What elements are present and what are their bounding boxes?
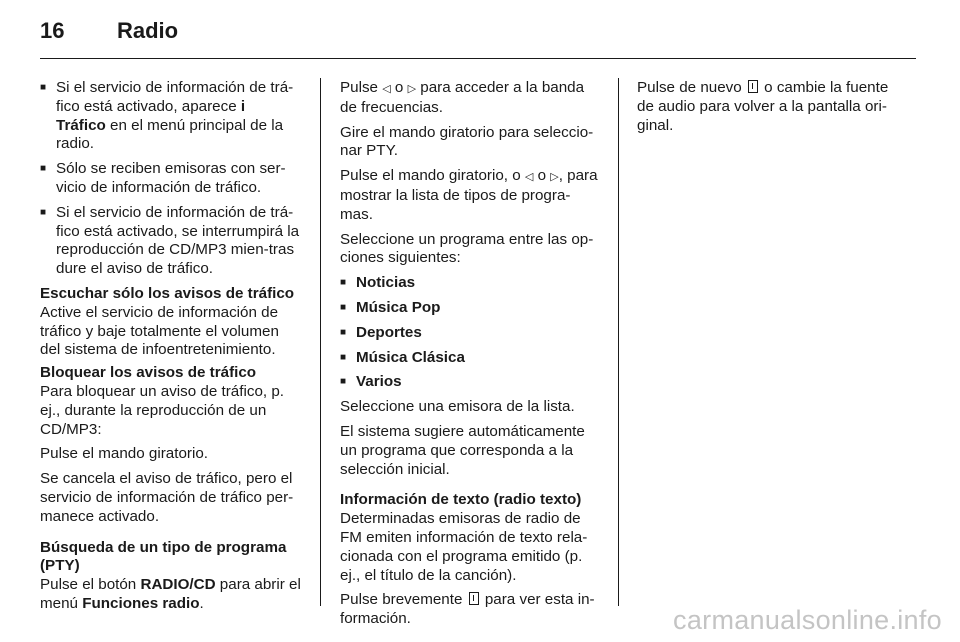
- option-item: ■ Deportes: [340, 324, 602, 343]
- section-heading: Búsqueda de un tipo de programa (PTY): [40, 538, 287, 575]
- paragraph: Pulse el botón RADIO/CD para abrir el menú Funciones radio.: [40, 576, 301, 612]
- info-button-icon: [748, 80, 758, 93]
- right-arrow-icon: ▷: [407, 83, 417, 95]
- page-title: Radio: [117, 18, 179, 43]
- bullet-item: ■ Si el servicio de información de trá-fico está activado, aparece i Tráfico en el menú principal de la radio.: [40, 79, 302, 154]
- header-rule: [40, 58, 916, 59]
- paragraph: Se cancela el aviso de tráfico, pero el servicio de información de tráfico per-manece activado.: [40, 470, 294, 525]
- section-heading: Escuchar sólo los avisos de tráfico: [40, 284, 295, 302]
- bullet-item: ■ Sólo se reciben emisoras con ser-vicio de información de tráfico.: [40, 160, 302, 198]
- bullet-item: ■ Si el servicio de información de trá-fico está activado, se interrumpirá la reproducción de CD/MP3 mien-tras dure el aviso de tráfico.: [40, 204, 302, 279]
- option-item: ■ Noticias: [340, 274, 602, 293]
- paragraph: Para bloquear un aviso de tráfico, p. ej., durante la reproducción de un CD/MP3:: [40, 382, 284, 438]
- paragraph: El sistema sugiere automáticamente un programa que corresponda a la selección inicial.: [340, 422, 585, 478]
- paragraph: Pulse ◁ o ▷ para acceder a la banda de frecuencias.: [340, 79, 585, 116]
- column-1: [40, 79, 302, 620]
- left-arrow-icon: ◁: [524, 171, 534, 184]
- paragraph: Pulse el mando giratorio, o ◁ o ▷, para mostrar la lista de tipos de progra-mas.: [340, 167, 598, 223]
- section-heading: Información de texto (radio texto): [340, 491, 582, 509]
- paragraph: Gire el mando giratorio para seleccio-nar PTY.: [340, 123, 594, 160]
- section-heading: Bloquear los avisos de tráfico: [40, 364, 257, 382]
- info-button-icon: [469, 592, 479, 605]
- watermark: carmanualsonline.info: [673, 605, 942, 635]
- page-number: 16: [40, 18, 65, 43]
- column-divider-1: [320, 78, 321, 606]
- paragraph: Seleccione una emisora de la lista.: [340, 398, 575, 416]
- paragraph: Pulse el mando giratorio.: [40, 445, 208, 463]
- paragraph: Active el servicio de información de tráfico y baje totalmente el volumen del sistema de infoentretenimiento.: [40, 303, 279, 359]
- paragraph: Seleccione un programa entre las op-ciones siguientes:: [340, 230, 594, 267]
- option-item: ■ Música Pop: [340, 299, 602, 318]
- left-arrow-icon: ◁: [382, 83, 391, 95]
- paragraph: Pulse de nuevo o cambie la fuente de audio para volver a la pantalla ori-ginal.: [637, 79, 889, 134]
- paragraph: Pulse brevemente para ver esta in-formación.: [340, 591, 595, 628]
- option-item: ■ Varios: [340, 373, 602, 392]
- traffic-info-icon: i: [240, 97, 246, 115]
- column-2: [340, 79, 602, 635]
- column-3: [637, 79, 899, 141]
- right-arrow-icon: ▷: [550, 171, 559, 184]
- paragraph: Determinadas emisoras de radio de FM emiten información de texto rela-cionada con el programa emitido (p. ej., el título de la canción).: [340, 510, 588, 584]
- option-item: ■ Música Clásica: [340, 349, 602, 368]
- column-divider-2: [618, 78, 619, 606]
